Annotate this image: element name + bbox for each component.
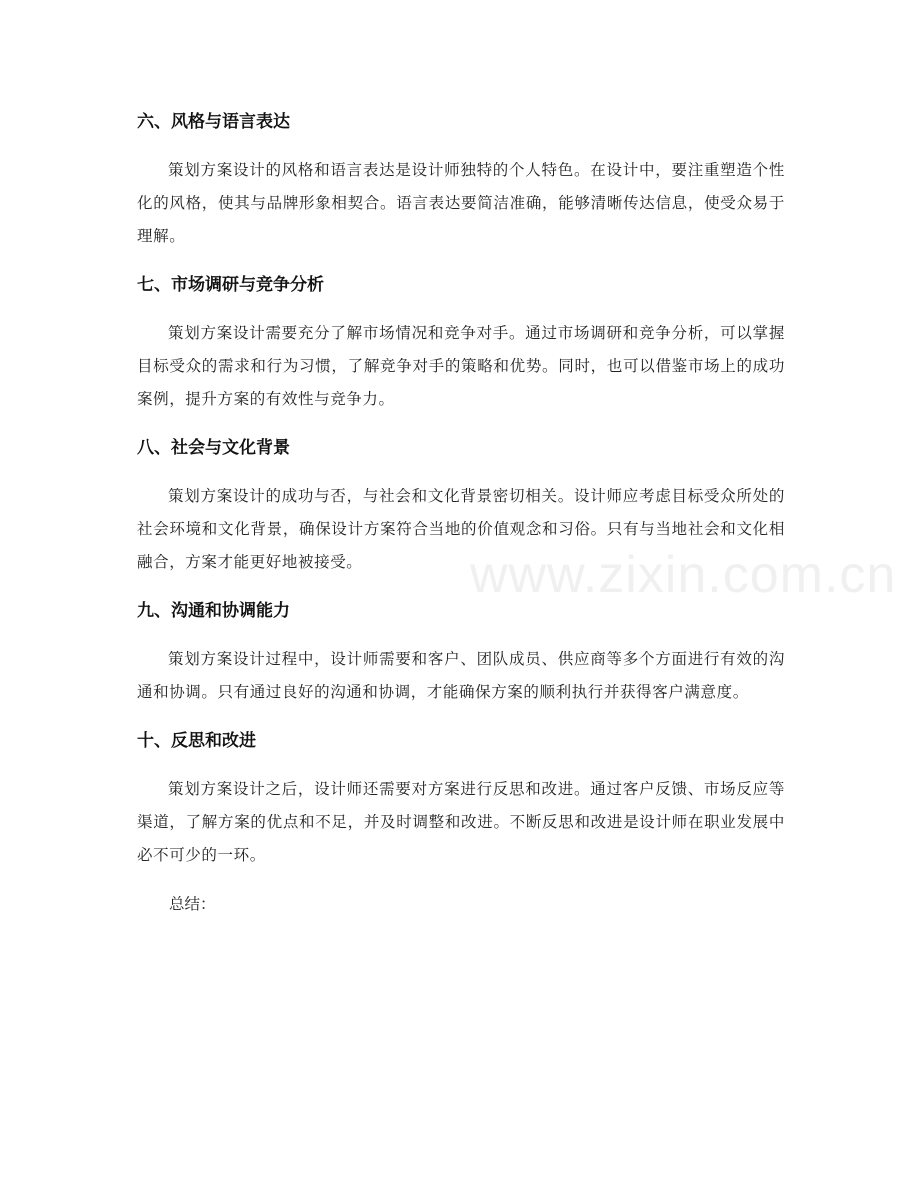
section-body-9: 策划方案设计过程中，设计师需要和客户、团队成员、供应商等多个方面进行有效的沟通和协调。只有通过良好的沟通和协调，才能确保方案的顺利执行并获得客户满意度。 [137,650,785,701]
section-body-10: 策划方案设计之后，设计师还需要对方案进行反思和改进。通过客户反馈、市场反应等渠道，了解方案的优点和不足，并及时调整和改进。不断反思和改进是设计师在职业发展中必不可少的一环。 [137,780,785,864]
document-content [137,106,785,921]
section-title-8: 八、社会与文化背景 [137,438,290,458]
section-body-7: 策划方案设计需要充分了解市场情况和竞争对手。通过市场调研和竞争分析，可以掌握目标受众的需求和行为习惯，了解竞争对手的策略和优势。同时，也可以借鉴市场上的成功案例，提升方案的有效性与竞争力。 [137,324,785,408]
section-body-8: 策划方案设计的成功与否，与社会和文化背景密切相关。设计师应考虑目标受众所处的社会环境和文化背景，确保设计方案符合当地的价值观念和习俗。只有与当地社会和文化相融合，方案才能更好地被接受。 [137,487,785,571]
summary-label: 总结： [169,895,216,913]
watermark: www.zixin.com.cn [470,546,897,604]
section-title-10: 十、反思和改进 [137,731,256,751]
section-title-6: 六、风格与语言表达 [137,112,290,132]
section-title-7: 七、市场调研与竞争分析 [137,275,324,295]
section-title-9: 九、沟通和协调能力 [137,601,290,621]
section-body-6: 策划方案设计的风格和语言表达是设计师独特的个人特色。在设计中，要注重塑造个性化的风格，使其与品牌形象相契合。语言表达要简洁准确，能够清晰传达信息，使受众易于理解。 [137,161,785,245]
